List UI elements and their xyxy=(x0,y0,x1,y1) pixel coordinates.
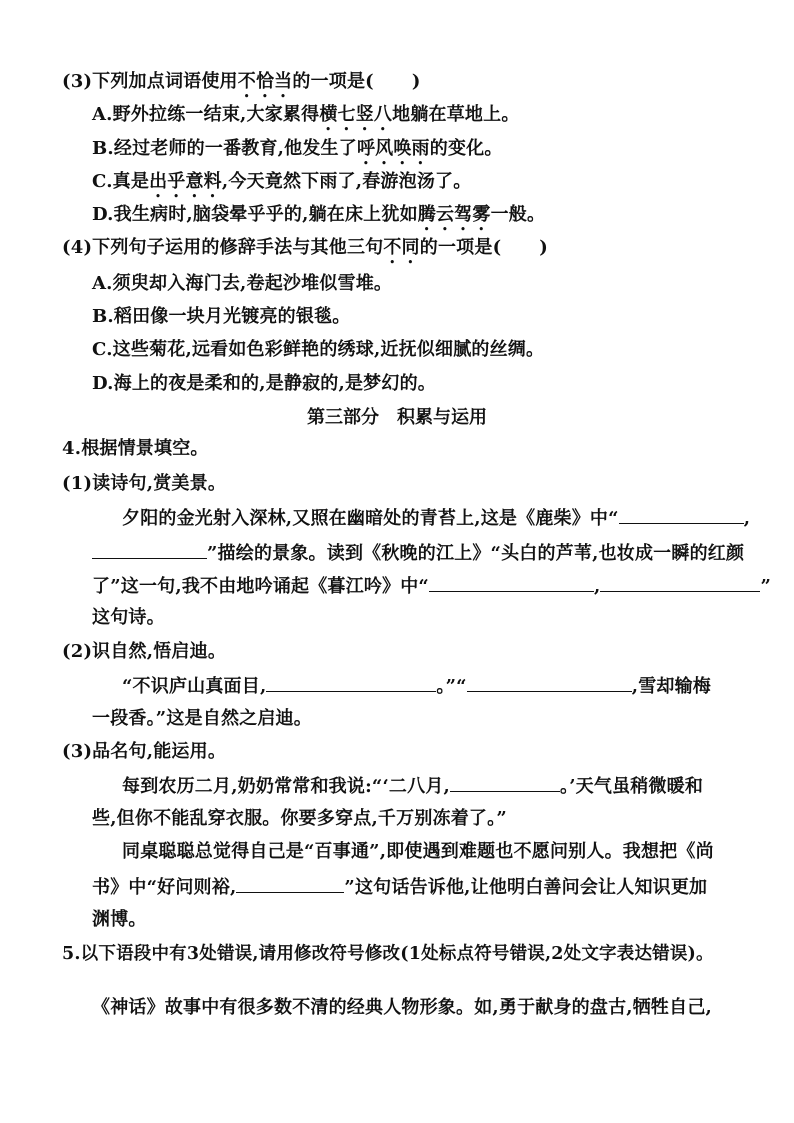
part3-line3: 同桌聪聪总觉得自己是“百事通”,即使遇到难题也不愿问别人。我想把《尚 xyxy=(122,841,714,862)
answer-blank[interactable] xyxy=(467,673,632,692)
answer-blank[interactable] xyxy=(429,573,594,592)
part1-line3: 了”这一句,我不由地吟诵起《暮江吟》中“ , ” xyxy=(92,573,771,599)
q-fill-part2-title: (2)识自然,悟启迪。 xyxy=(62,641,227,662)
part1-line1: 夕阳的金光射入深林,又照在幽暗处的青苔上,这是《鹿柴》中“ , xyxy=(122,505,750,531)
answer-blank[interactable] xyxy=(450,773,560,792)
part2-line1: “不识庐山真面目, 。”“ ,雪却输梅 xyxy=(122,673,711,699)
q-correction-title: 5.以下语段中有3处错误,请用修改符号修改(1处标点符号错误,2处文字表达错误)。 xyxy=(62,944,714,964)
part3-line2: 些,但你不能乱穿衣服。你要多穿点,千万别冻着了。” xyxy=(92,808,507,829)
q4-stem: (4)下列句子运用的修辞手法与其他三句不同的一项是( ) xyxy=(62,237,549,258)
q3-option-c: C.真是出乎意料,今天竟然下雨了,春游泡汤了。 xyxy=(92,171,472,192)
q3-option-d: D.我生病时,脑袋晕乎乎的,躺在床上犹如腾云驾雾一般。 xyxy=(92,204,546,225)
part3-line5: 渊博。 xyxy=(92,909,147,930)
part3-line4: 书》中“好问则裕, ”这句话告诉他,让他明白善问会让人知识更加 xyxy=(92,874,707,900)
answer-blank[interactable] xyxy=(619,505,744,524)
q4-option-d: D.海上的夜是柔和的,是静寂的,是梦幻的。 xyxy=(92,373,436,394)
part1-line4: 这句诗。 xyxy=(92,607,165,628)
answer-blank[interactable] xyxy=(92,540,207,559)
q4-emphasis-word: 不同 xyxy=(383,237,420,258)
q-fill-part1-title: (1)读诗句,赏美景。 xyxy=(62,473,227,494)
q3-option-a: A.野外拉练一结束,大家累得横七竖八地躺在草地上。 xyxy=(92,104,520,125)
q-fill-part3-title: (3)品名句,能运用。 xyxy=(62,741,227,762)
q3-stem: (3)下列加点词语使用不恰当的一项是( ) xyxy=(62,71,421,92)
part3-line1: 每到农历二月,奶奶常常和我说:“‘二八月, 。’天气虽稍微暖和 xyxy=(122,773,703,799)
q4-option-b: B.稻田像一块月光镀亮的银毯。 xyxy=(92,306,351,327)
q4-option-c: C.这些菊花,远看如色彩鲜艳的绣球,近抚似细腻的丝绸。 xyxy=(92,339,545,360)
q4-option-a: A.须臾却入海门去,卷起沙堆似雪堆。 xyxy=(92,273,393,294)
answer-blank[interactable] xyxy=(236,874,344,893)
q3-emphasis-word: 不恰当 xyxy=(237,71,293,92)
answer-blank[interactable] xyxy=(600,573,760,592)
part1-line2: ”描绘的景象。读到《秋晚的江上》“头白的芦苇,也妆成一瞬的红颜 xyxy=(92,540,744,566)
q-correction-passage: 《神话》故事中有很多数不清的经典人物形象。如,勇于献身的盘古,牺牲自己, xyxy=(92,997,712,1018)
part2-line2: 一段香。”这是自然之启迪。 xyxy=(92,708,312,729)
answer-blank[interactable] xyxy=(266,673,436,692)
q3-option-b: B.经过老师的一番教育,他发生了呼风唤雨的变化。 xyxy=(92,138,503,159)
section-title: 第三部分 积累与运用 xyxy=(307,407,487,428)
q-fill-title: 4.根据情景填空。 xyxy=(62,438,209,459)
